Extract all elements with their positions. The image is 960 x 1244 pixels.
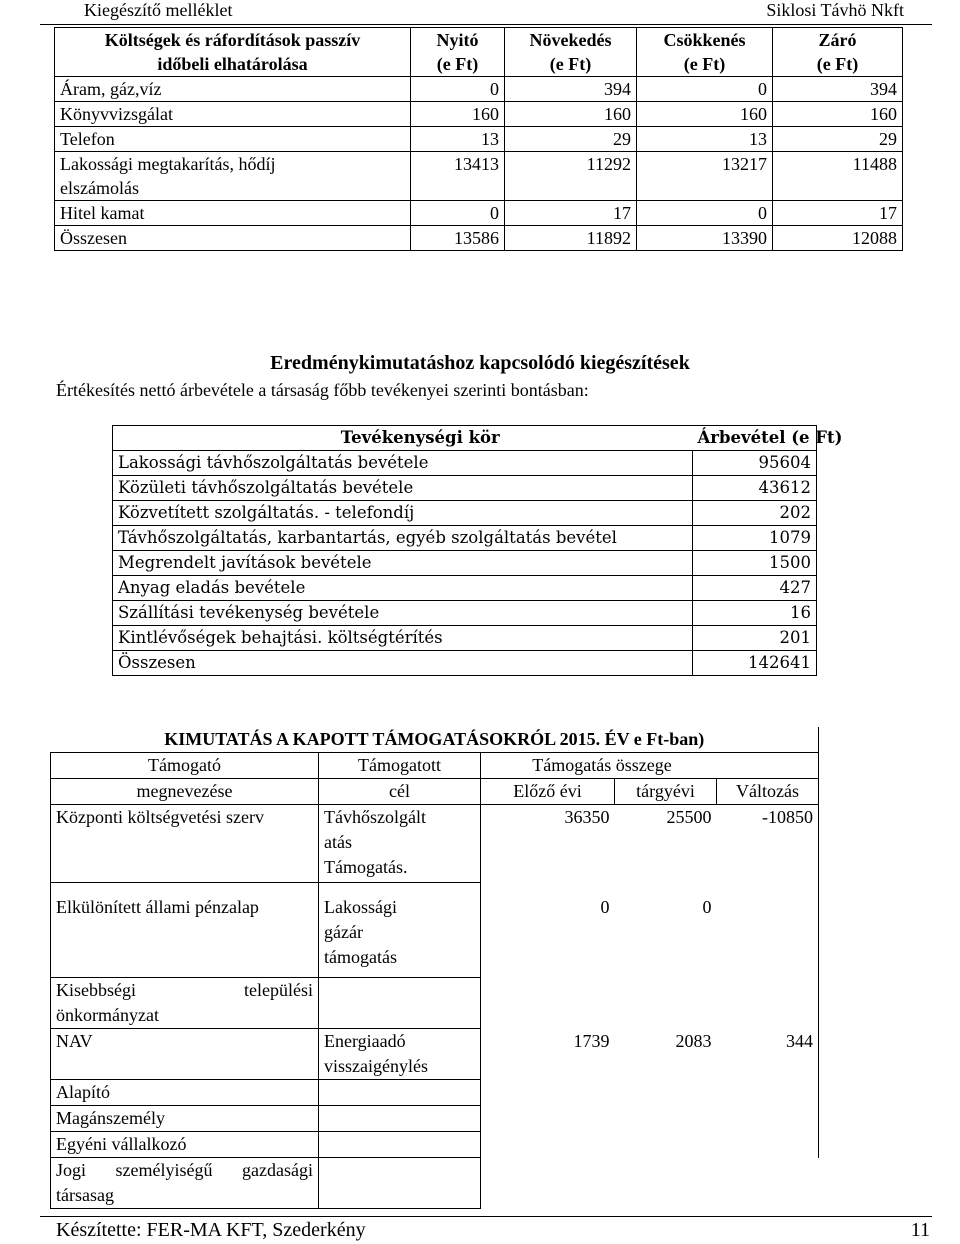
table-row [113, 576, 817, 601]
cell-prev-year: 36350 [564, 807, 610, 827]
cell-increase: 11892 [505, 226, 637, 251]
table-row [55, 127, 903, 152]
cell-receiver [319, 1080, 481, 1106]
revenue-table [112, 425, 843, 676]
table-row [113, 601, 817, 626]
header-current-year: tárgyévi [615, 779, 717, 805]
table-row [113, 551, 817, 576]
table-row [113, 626, 817, 651]
cell-increase: 29 [505, 127, 637, 152]
cell-prev-year [481, 1158, 615, 1209]
row-label: Kintlévőségek behajtási. költségtérítés [113, 626, 693, 651]
header-giver: Támogató [51, 753, 319, 779]
cell-revenue: 1500 [693, 551, 817, 576]
table-row [51, 1080, 819, 1106]
cell-receiver: Energiaadó visszaigénylés [319, 1029, 481, 1080]
cell-increase: 394 [505, 77, 637, 102]
cell-decrease: 160 [637, 102, 773, 127]
row-label: Lakossági távhőszolgáltatás bevétele [113, 451, 693, 476]
cell-receiver [319, 1158, 481, 1209]
accruals-header-increase: Növekedés (e Ft) [505, 28, 637, 77]
cell-change [717, 1106, 819, 1132]
table-row [113, 476, 817, 501]
cell-giver: Központi költségvetési szerv [51, 805, 319, 883]
row-label: Távhőszolgáltatás, karbantartás, egyéb szolgáltatás bevétel [113, 526, 693, 551]
table-row [55, 152, 903, 201]
cell-revenue: 427 [693, 576, 817, 601]
section-subtitle: Értékesítés nettó árbevétele a társaság főbb tevékenyei szerinti bontásban: [56, 380, 589, 400]
cell-change: 344 [717, 1029, 819, 1080]
cell-prev-year [481, 1132, 615, 1158]
cell-revenue: 142641 [693, 651, 817, 676]
cell-prev-year [481, 978, 615, 1029]
header-company-name: Siklosi Távhö Nkft [766, 0, 904, 20]
cell-decrease: 13217 [637, 152, 773, 201]
accruals-header-row [55, 28, 903, 77]
table-row [55, 201, 903, 226]
cell-revenue: 1079 [693, 526, 817, 551]
table-row [51, 1132, 819, 1158]
row-label: Lakossági megtakarítás, hődíj elszámolás [55, 152, 411, 201]
cell-current-year: 25500 [666, 807, 712, 827]
cell-change: -10850 [717, 805, 819, 883]
accruals-header-desc: Költségek és ráfordítások passzív időbeli elhatárolása [55, 28, 411, 77]
cell-revenue: 95604 [693, 451, 817, 476]
row-label: Közvetített szolgáltatás. - telefondíj [113, 501, 693, 526]
header-prev-year: Előző évi [481, 779, 615, 805]
cell-change [717, 1080, 819, 1106]
row-label: Hitel kamat [55, 201, 411, 226]
table-row [51, 1029, 819, 1080]
cell-closing: 29 [773, 127, 903, 152]
cell-decrease: 0 [637, 77, 773, 102]
table-row [55, 102, 903, 127]
accruals-table [54, 27, 903, 251]
cell-receiver: Lakossági gázár támogatás [319, 883, 481, 978]
cell-giver: Magánszemély [51, 1106, 319, 1132]
cell-closing: 160 [773, 102, 903, 127]
cell-opening: 13 [411, 127, 505, 152]
cell-current-year [615, 1158, 717, 1209]
cell-current-year [615, 1080, 717, 1106]
header-amount: Támogatás összege [481, 753, 819, 779]
header-giver-name: megnevezése [51, 779, 319, 805]
cell-current-year [615, 978, 717, 1029]
cell-prev-year: 1739 [573, 1030, 610, 1051]
accruals-header-decrease: Csökkenés (e Ft) [637, 28, 773, 77]
subsidies-title-row [51, 727, 819, 753]
cell-current-year [615, 1132, 717, 1158]
cell-change [717, 978, 819, 1029]
cell-closing: 11488 [773, 152, 903, 201]
row-label: Összesen [113, 651, 693, 676]
revenue-header-amount: Árbevétel (e Ft) [693, 426, 817, 451]
cell-current-year: 2083 [675, 1030, 712, 1051]
cell-increase: 11292 [505, 152, 637, 201]
cell-giver: Alapító [51, 1080, 319, 1106]
header-receiver-goal: cél [319, 779, 481, 805]
subsidies-title: KIMUTATÁS A KAPOTT TÁMOGATÁSOKRÓL 2015. ÉV e Ft-ban) [51, 727, 819, 753]
table-total-row [55, 226, 903, 251]
row-label: Közületi távhőszolgáltatás bevétele [113, 476, 693, 501]
accruals-header-closing: Záró (e Ft) [773, 28, 903, 77]
cell-increase: 160 [505, 102, 637, 127]
cell-opening: 160 [411, 102, 505, 127]
cell-revenue: 201 [693, 626, 817, 651]
cell-current-year [615, 1106, 717, 1132]
table-row [51, 1106, 819, 1132]
table-total-row [113, 651, 817, 676]
cell-closing: 17 [773, 201, 903, 226]
accruals-header-opening: Nyitó (e Ft) [411, 28, 505, 77]
row-label: Telefon [55, 127, 411, 152]
header-divider [40, 24, 932, 25]
row-label: Könyvvizsgálat [55, 102, 411, 127]
table-row [55, 77, 903, 102]
subsidies-table [50, 727, 819, 1209]
cell-giver: NAV [51, 1029, 319, 1080]
cell-decrease: 0 [637, 201, 773, 226]
cell-current-year: 0 [702, 896, 712, 917]
cell-closing: 12088 [773, 226, 903, 251]
cell-opening: 0 [411, 77, 505, 102]
revenue-header-activity: Tevékenységi kör [113, 426, 693, 451]
cell-change [717, 1158, 819, 1209]
cell-giver: Egyéni vállalkozó [51, 1132, 319, 1158]
section-title: Eredménykimutatáshoz kapcsolódó kiegészítések [270, 352, 690, 374]
table-row [113, 451, 817, 476]
footer-divider [40, 1216, 932, 1217]
table-row [113, 526, 817, 551]
table-row [113, 501, 817, 526]
row-label: Áram, gáz,víz [55, 77, 411, 102]
cell-closing: 394 [773, 77, 903, 102]
cell-revenue: 202 [693, 501, 817, 526]
cell-receiver [319, 978, 481, 1029]
cell-decrease: 13 [637, 127, 773, 152]
cell-increase: 17 [505, 201, 637, 226]
footer-author: Készítette: FER-MA KFT, Szederkény [56, 1219, 366, 1241]
row-label: Szállítási tevékenység bevétele [113, 601, 693, 626]
cell-prev-year [481, 1080, 615, 1106]
cell-opening: 13586 [411, 226, 505, 251]
subsidies-header-row-2 [51, 779, 819, 805]
cell-opening: 13413 [411, 152, 505, 201]
cell-receiver: Távhőszolgált atás Támogatás. [319, 805, 481, 883]
cell-receiver [319, 1132, 481, 1158]
page-number: 11 [910, 1219, 930, 1241]
cell-prev-year [481, 1106, 615, 1132]
cell-revenue: 16 [693, 601, 817, 626]
cell-change [717, 1132, 819, 1158]
cell-prev-year: 0 [600, 896, 610, 917]
table-row [51, 883, 819, 978]
cell-giver: Kisebbségi települési önkormányzat [51, 978, 319, 1029]
cell-opening: 0 [411, 201, 505, 226]
cell-change [717, 883, 819, 978]
table-row [51, 805, 819, 883]
cell-receiver [319, 1106, 481, 1132]
table-row [51, 978, 819, 1029]
row-label: Anyag eladás bevétele [113, 576, 693, 601]
table-row [51, 1158, 819, 1209]
subsidies-header-row-1 [51, 753, 819, 779]
header-receiver: Támogatott [319, 753, 481, 779]
cell-decrease: 13390 [637, 226, 773, 251]
header-change: Változás [717, 779, 819, 805]
revenue-header-row [113, 426, 817, 451]
row-label: Megrendelt javítások bevétele [113, 551, 693, 576]
cell-giver: Elkülönített állami pénzalap [51, 883, 319, 978]
cell-revenue: 43612 [693, 476, 817, 501]
row-label: Összesen [55, 226, 411, 251]
cell-giver: Jogi személyiségű gazdasági társasag [51, 1158, 319, 1209]
header-left-title: Kiegészítő melléklet [84, 0, 233, 20]
